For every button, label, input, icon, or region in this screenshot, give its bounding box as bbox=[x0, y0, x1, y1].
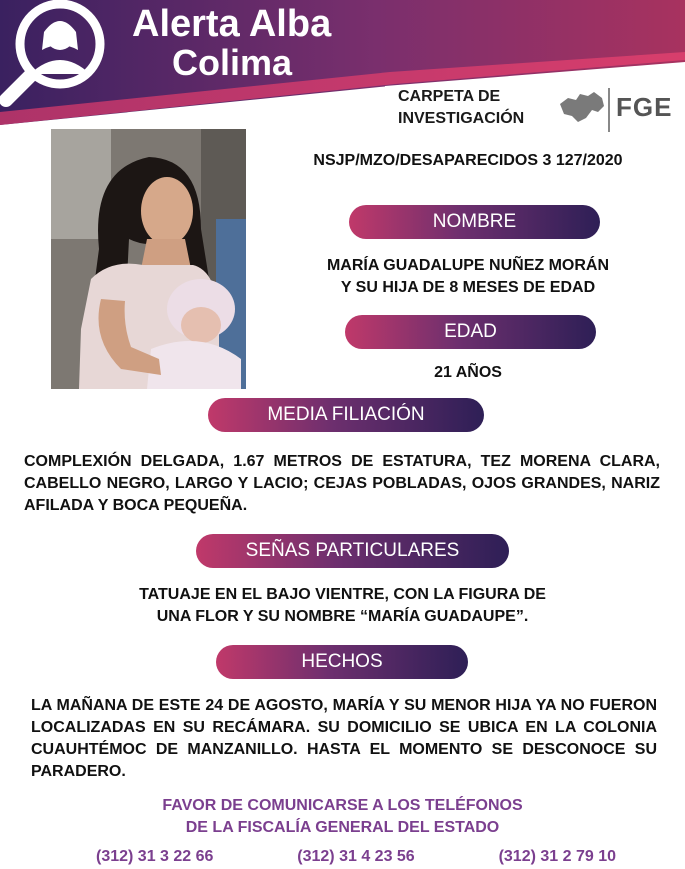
section-pill-hechos: HECHOS bbox=[216, 645, 468, 679]
carpeta-label bbox=[398, 86, 524, 130]
case-number: NSJP/MZO/DESAPARECIDOS 3 127/2020 bbox=[313, 152, 623, 169]
carpeta-line1: CARPETA DE bbox=[398, 88, 501, 105]
fge-logo: FGE bbox=[616, 92, 673, 122]
section-pill-media-filiacion: MEDIA FILIACIÓN bbox=[208, 398, 484, 432]
hechos-text: LA MAÑANA DE ESTE 24 DE AGOSTO, MARÍA Y SU MENOR HIJA YA NO FUERON LOCALIZADAS EN SU RECÁMARA. SU DOMICILIO SE UBICA EN LA COLONIA CUAUHTÉMOC DE MANZANILLO. HASTA EL MOMENTO SE DESCONOCE SU PARADERO. bbox=[31, 697, 657, 780]
phone-number-3[interactable]: (312) 31 2 79 10 bbox=[498, 848, 616, 865]
banner-title: Alerta Alba bbox=[132, 3, 332, 45]
section-pill-edad: EDAD bbox=[345, 315, 596, 349]
banner-subtitle: Colima bbox=[172, 42, 293, 83]
phone-number-2[interactable]: (312) 31 4 23 56 bbox=[297, 848, 415, 865]
contact-line2: DE LA FISCALÍA GENERAL DEL ESTADO bbox=[185, 819, 500, 836]
phone-number-1[interactable]: (312) 31 3 22 66 bbox=[96, 848, 214, 865]
nombre-line2: Y SU HIJA DE 8 MESES DE EDAD bbox=[340, 279, 596, 296]
nombre-text bbox=[268, 255, 668, 299]
senas-line1: TATUAJE EN EL BAJO VIENTRE, CON LA FIGURA DE bbox=[139, 586, 546, 603]
carpeta-line2: INVESTIGACIÓN bbox=[398, 110, 525, 127]
section-pill-senas: SEÑAS PARTICULARES bbox=[196, 534, 509, 568]
missing-person-photo bbox=[51, 129, 246, 389]
phone-list bbox=[96, 847, 616, 867]
search-woman-icon bbox=[0, 0, 125, 115]
colima-map-icon bbox=[558, 90, 606, 124]
logo-divider bbox=[608, 88, 610, 132]
media-filiacion-text: COMPLEXIÓN DELGADA, 1.67 METROS DE ESTATURA, TEZ MORENA CLARA, CABELLO NEGRO, LARGO Y LACIO; CEJAS POBLADAS, OJOS GRANDES, NARIZ AFILADA Y BOCA PEQUEÑA. bbox=[24, 453, 660, 514]
nombre-line1: MARÍA GUADALUPE NUÑEZ MORÁN bbox=[326, 257, 610, 274]
section-pill-nombre: NOMBRE bbox=[349, 205, 600, 239]
senas-text bbox=[60, 584, 625, 628]
edad-value: 21 AÑOS bbox=[434, 364, 502, 381]
contact-line1: FAVOR DE COMUNICARSE A LOS TELÉFONOS bbox=[162, 797, 523, 814]
senas-line2: UNA FLOR Y SU NOMBRE “MARÍA GUADAUPE”. bbox=[156, 608, 529, 625]
contact-info bbox=[60, 795, 625, 839]
